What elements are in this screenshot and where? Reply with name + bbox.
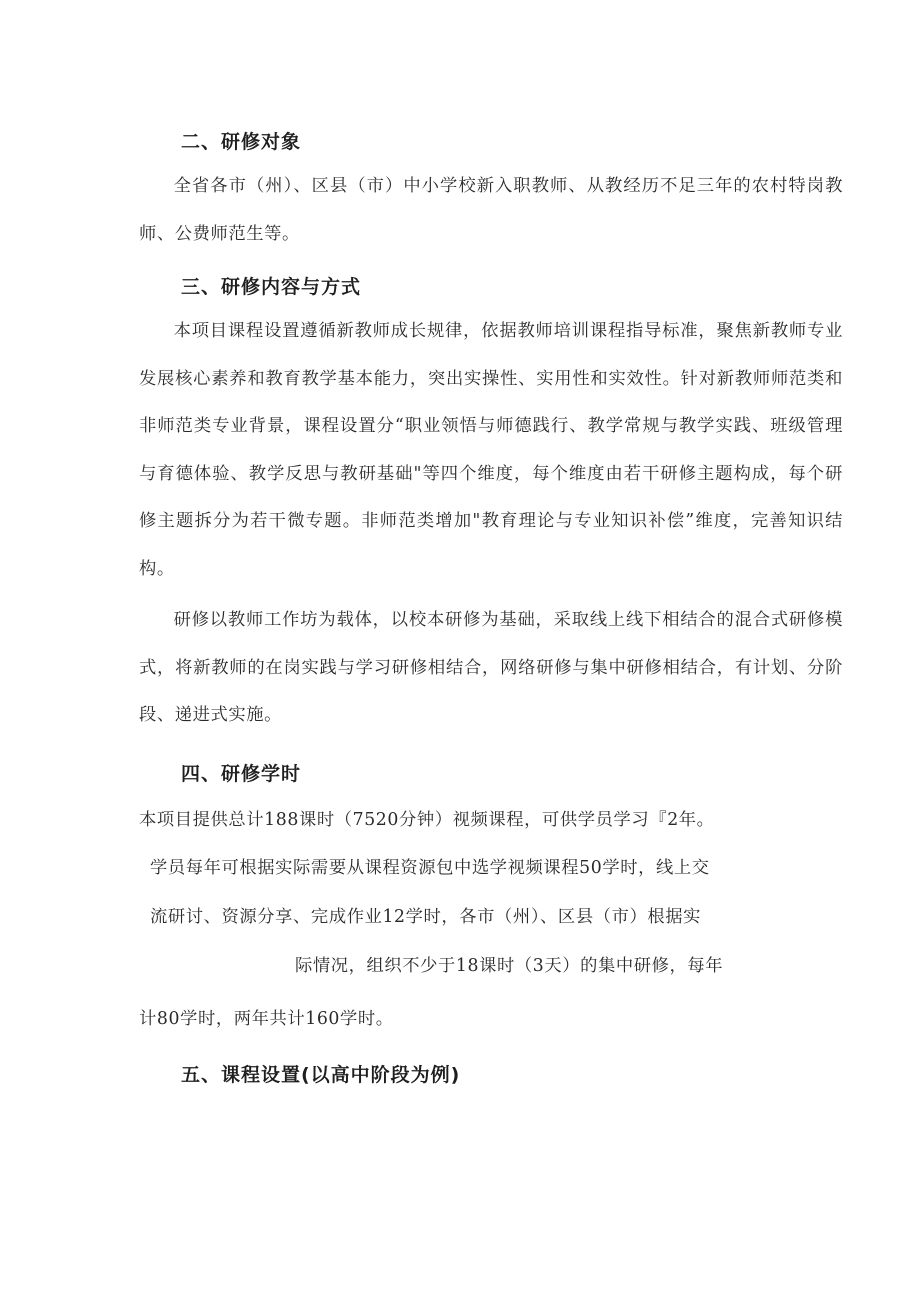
section-heading-4: 四、研修学时 xyxy=(181,763,302,785)
paragraph-training-mode: 研修以教师工作坊为载体，以校本研修为基础，采取线上线下相结合的混合式研修模式，将新教师的在岗实践与学习研修相结合，网络研修与集中研修相结合，有计划、分阶段、递进式实施。 xyxy=(139,610,843,726)
section-heading-2: 二、研修对象 xyxy=(181,131,302,153)
hours-line-4: 际情况，组织不少于18课时（3天）的集中研修，每年 xyxy=(295,956,724,976)
hours-line-5: 计80学时，两年共计160学时。 xyxy=(139,1009,394,1029)
section-heading-5: 五、课程设置(以高中阶段为例) xyxy=(181,1064,461,1086)
section-heading-3: 三、研修内容与方式 xyxy=(181,276,362,298)
hours-line-2: 学员每年可根据实际需要从课程资源包中选学视频课程50学时，线上交 xyxy=(150,858,710,878)
paragraph-course-design: 本项目课程设置遵循新教师成长规律，依据教师培训课程指导标准，聚焦新教师专业发展核心素养和教育教学基本能力，突出实操性、实用性和实效性。针对新教师师范类和非师范类专业背景，课程设置分“职业领悟与师德践行、教学常规与教学实践、班级管理与育德体验、教学反思与教研基础"等四个维度，每个维度由若干研修主题构成，每个研修主题拆分为若干微专题。非师范类增加"教育理论与专业知识补偿”维度，完善知识结构。 xyxy=(139,321,843,579)
hours-line-1: 本项目提供总计188课时（7520分钟）视频课程，可供学员学习『2年。 xyxy=(139,810,715,830)
hours-line-3: 流研讨、资源分享、完成作业12学时，各市（州）、区县（市）根据实 xyxy=(150,907,701,927)
paragraph-research-targets: 全省各市（州）、区县（市）中小学校新入职教师、从教经历不足三年的农村特岗教师、公费师范生等。 xyxy=(139,176,843,244)
